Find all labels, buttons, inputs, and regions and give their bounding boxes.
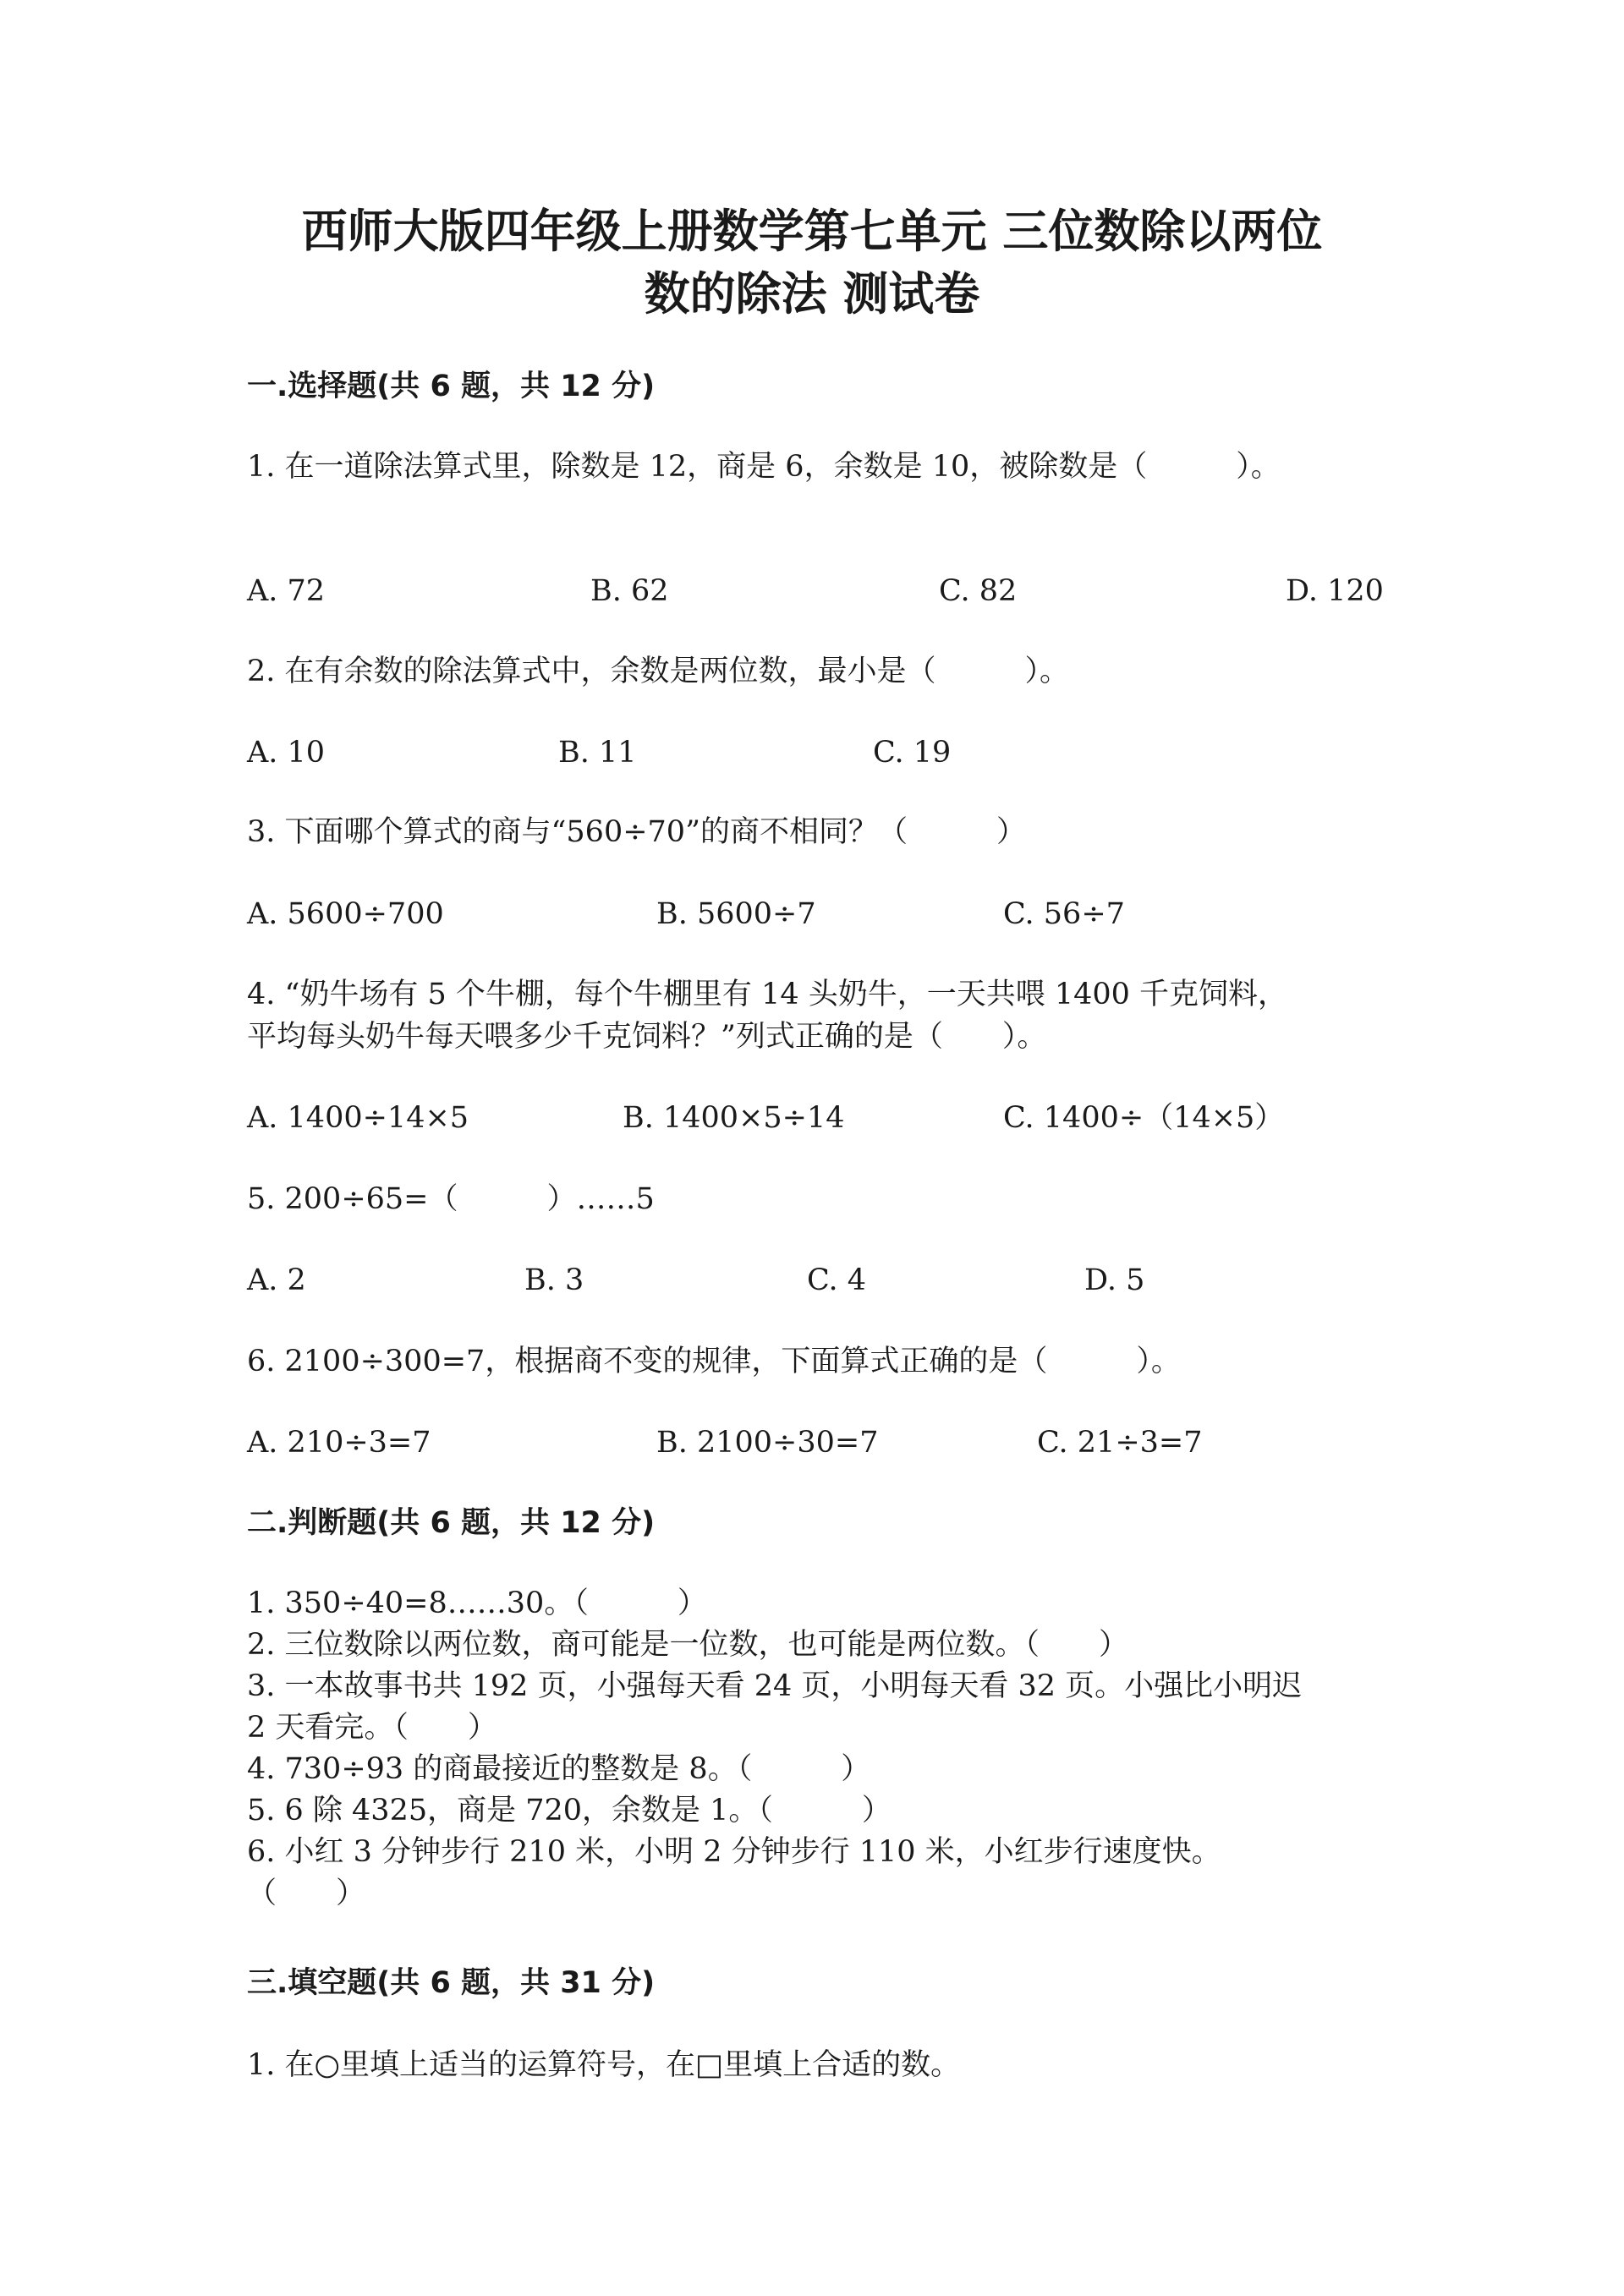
section-heading-fill: 三.填空题(共 6 题，共 31 分) (247, 1966, 656, 2000)
choice-5-option-b: B. 3 (524, 1263, 584, 1297)
choice-question-3: 3. 下面哪个算式的商与“560÷70”的商不相同？（ ） (247, 815, 1026, 849)
choice-6-option-b: B. 2100÷30=7 (656, 1426, 879, 1460)
choice-question-4-line-2: 平均每头奶牛每天喂多少千克饲料？”列式正确的是（ ）。 (247, 1020, 1047, 1054)
choice-1-option-d: D. 120 (1286, 574, 1384, 608)
choice-5-option-a: A. 2 (247, 1263, 306, 1297)
choice-1-option-a: A. 72 (247, 574, 326, 608)
judge-item-3-line-2: 2 天看完。（ ） (247, 1711, 497, 1745)
page-title-line-1: 西师大版四年级上册数学第七单元 三位数除以两位 (301, 205, 1323, 258)
judge-item-6-line-1: 6. 小红 3 分钟步行 210 米，小明 2 分钟步行 110 米，小红步行速度快。 (247, 1835, 1221, 1869)
judge-item-4: 4. 730÷93 的商最接近的整数是 8。（ ） (247, 1752, 871, 1786)
judge-item-3-line-1: 3. 一本故事书共 192 页，小强每天看 24 页，小明每天看 32 页。小强比小明迟 (247, 1669, 1303, 1703)
choice-5-option-c: C. 4 (807, 1263, 867, 1297)
judge-item-5: 5. 6 除 4325，商是 720，余数是 1。（ ） (247, 1794, 892, 1827)
fill-question-1: 1. 在○里填上适当的运算符号，在□里填上合适的数。 (247, 2048, 961, 2082)
choice-2-option-a: A. 10 (247, 736, 326, 770)
choice-question-2: 2. 在有余数的除法算式中，余数是两位数，最小是（ ）。 (247, 655, 1070, 688)
choice-question-6: 6. 2100÷300=7，根据商不变的规律，下面算式正确的是（ ）。 (247, 1345, 1181, 1378)
section-heading-judge: 二.判断题(共 6 题，共 12 分) (247, 1506, 656, 1540)
choice-3-option-b: B. 5600÷7 (656, 897, 816, 931)
choice-3-option-a: A. 5600÷700 (247, 897, 444, 931)
choice-4-option-b: B. 1400×5÷14 (623, 1101, 845, 1135)
choice-6-option-c: C. 21÷3=7 (1037, 1426, 1203, 1460)
judge-item-6-line-2: （ ） (247, 1877, 366, 1910)
judge-item-1: 1. 350÷40=8……30。（ ） (247, 1586, 707, 1620)
choice-question-5: 5. 200÷65=（ ）……5 (247, 1182, 655, 1216)
choice-5-option-d: D. 5 (1084, 1263, 1145, 1297)
choice-1-option-b: B. 62 (590, 574, 669, 608)
choice-4-option-a: A. 1400÷14×5 (247, 1101, 469, 1135)
choice-6-option-a: A. 210÷3=7 (247, 1426, 431, 1460)
judge-item-2: 2. 三位数除以两位数，商可能是一位数，也可能是两位数。（ ） (247, 1628, 1129, 1662)
choice-4-option-c: C. 1400÷（14×5） (1003, 1101, 1285, 1135)
section-heading-choice: 一.选择题(共 6 题，共 12 分) (247, 370, 656, 403)
choice-2-option-b: B. 11 (558, 736, 637, 770)
choice-3-option-c: C. 56÷7 (1003, 897, 1125, 931)
choice-question-4-line-1: 4. “奶牛场有 5 个牛棚，每个牛棚里有 14 头奶牛，一天共喂 1400 千克饲料， (247, 978, 1288, 1011)
choice-1-option-c: C. 82 (939, 574, 1018, 608)
page-title-line-2: 数的除法 测试卷 (644, 267, 980, 321)
choice-question-1: 1. 在一道除法算式里，除数是 12，商是 6，余数是 10，被除数是（ ）。 (247, 450, 1281, 484)
choice-2-option-c: C. 19 (873, 736, 952, 770)
